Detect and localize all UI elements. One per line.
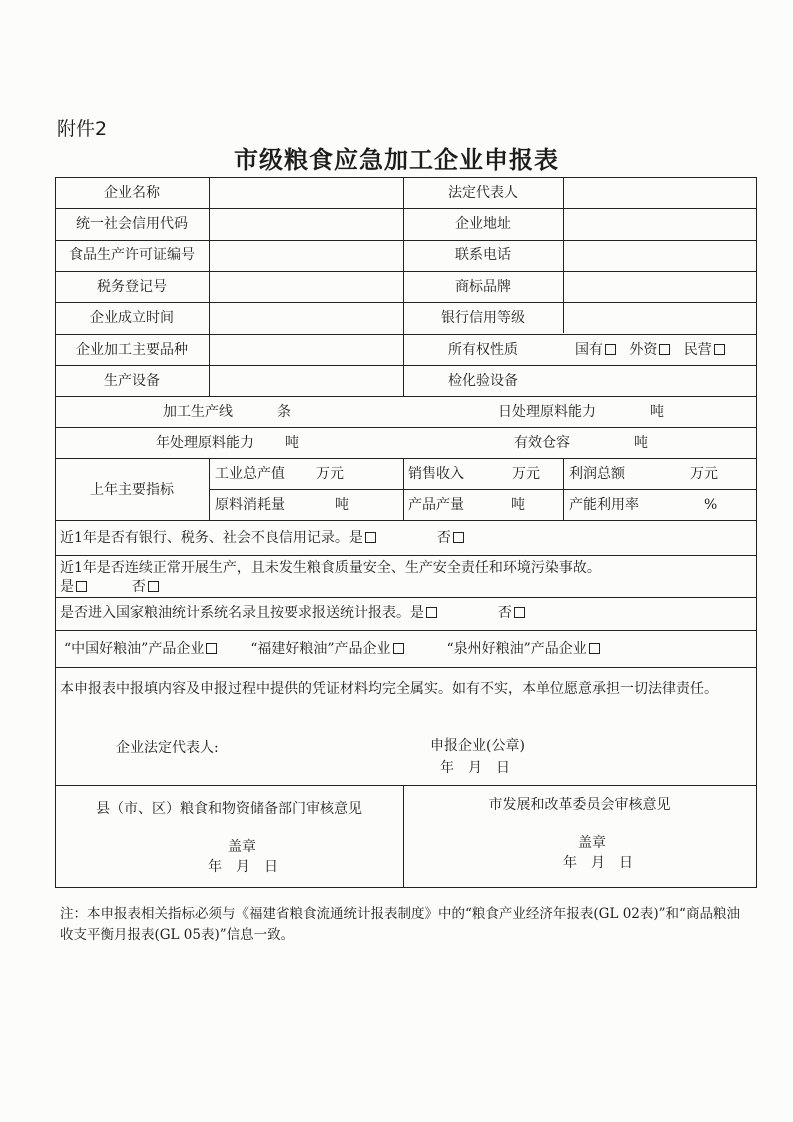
question-production-yes: 是 bbox=[60, 579, 74, 595]
question-production-options bbox=[60, 578, 159, 596]
question-statistics-no: 否 bbox=[497, 605, 512, 621]
legal-rep-label: 法定代表人 bbox=[448, 185, 518, 201]
checkbox-icon bbox=[206, 643, 217, 654]
county-seal-label: 盖章 bbox=[228, 839, 256, 855]
checkbox-icon[interactable] bbox=[426, 607, 437, 618]
ownership-label: 所有权性质 bbox=[448, 342, 518, 358]
quanzhou-good-grain-text: “泉州好粮油”产品企业 bbox=[446, 641, 587, 657]
food-license-label: 食品生产许可证编号 bbox=[69, 247, 195, 263]
sales-label: 销售收入 bbox=[408, 466, 464, 482]
quanzhou-good-grain-option[interactable] bbox=[446, 641, 599, 657]
city-review-label: 市发展和改革委员会审核意见 bbox=[488, 797, 671, 813]
material-unit: 吨 bbox=[335, 497, 349, 513]
ownership-foreign-option[interactable] bbox=[629, 342, 670, 358]
indicators-label: 上年主要指标 bbox=[90, 482, 174, 498]
checkbox-icon[interactable] bbox=[148, 581, 159, 592]
checkbox-icon bbox=[659, 344, 670, 355]
ownership-options bbox=[575, 341, 725, 359]
storage-label: 有效仓容 bbox=[514, 435, 570, 451]
product-label: 产品产量 bbox=[408, 497, 464, 513]
question-credit-text: 近1年是否有银行、税务、社会不良信用记录。是 bbox=[60, 530, 363, 546]
page-title: 市级粮食应急加工企业申报表 bbox=[234, 145, 559, 174]
ownership-private-option[interactable] bbox=[684, 342, 725, 358]
attachment-label: 附件2 bbox=[57, 118, 108, 140]
utilization-unit: % bbox=[704, 497, 718, 513]
bank-credit-label: 银行信用等级 bbox=[441, 310, 525, 326]
declaration-date: 年 月 日 bbox=[440, 760, 510, 776]
product-unit: 吨 bbox=[511, 497, 525, 513]
city-seal-label: 盖章 bbox=[578, 835, 606, 851]
output-value-unit: 万元 bbox=[316, 466, 344, 482]
checkbox-icon bbox=[393, 643, 404, 654]
county-review-label: 县（市、区）粮食和物资储备部门审核意见 bbox=[96, 801, 362, 817]
fujian-good-grain-text: “福建好粮油”产品企业 bbox=[250, 641, 391, 657]
lines-unit: 条 bbox=[277, 404, 291, 420]
ownership-state-option[interactable] bbox=[575, 342, 616, 358]
output-value-label: 工业总产值 bbox=[215, 466, 285, 482]
declaration-text: 本申报表中报填内容及申报过程中提供的凭证材料均完全属实。如有不实，本单位愿意承担一切法律责任。 bbox=[60, 681, 718, 697]
storage-unit: 吨 bbox=[634, 435, 648, 451]
china-good-grain-text: “中国好粮油”产品企业 bbox=[64, 641, 205, 657]
utilization-label: 产能利用率 bbox=[569, 497, 639, 513]
lines-label: 加工生产线 bbox=[163, 404, 233, 420]
city-review-date: 年 月 日 bbox=[563, 855, 633, 871]
yearly-capacity-unit: 吨 bbox=[285, 435, 299, 451]
question-credit-record bbox=[60, 529, 464, 547]
china-good-grain-option[interactable] bbox=[64, 641, 217, 657]
daily-capacity-unit: 吨 bbox=[650, 404, 664, 420]
credit-code-label: 统一社会信用代码 bbox=[76, 216, 188, 232]
profit-label: 利润总额 bbox=[569, 466, 625, 482]
founded-label: 企业成立时间 bbox=[90, 310, 174, 326]
checkbox-icon bbox=[605, 344, 616, 355]
question-credit-no: 否 bbox=[436, 530, 451, 546]
main-products-label: 企业加工主要品种 bbox=[76, 342, 188, 358]
question-statistics bbox=[60, 604, 525, 622]
equipment-label: 生产设备 bbox=[104, 373, 160, 389]
fujian-good-grain-option[interactable] bbox=[250, 641, 403, 657]
company-name-label: 企业名称 bbox=[104, 185, 160, 201]
tax-reg-label: 税务登记号 bbox=[97, 279, 167, 295]
sales-unit: 万元 bbox=[512, 466, 540, 482]
ownership-private-text: 民营 bbox=[683, 342, 712, 358]
yearly-capacity-label: 年处理原料能力 bbox=[156, 435, 254, 451]
material-label: 原料消耗量 bbox=[215, 497, 285, 513]
daily-capacity-label: 日处理原料能力 bbox=[498, 404, 596, 420]
county-review-date: 年 月 日 bbox=[208, 859, 278, 875]
checkbox-icon[interactable] bbox=[453, 532, 464, 543]
checkbox-icon[interactable] bbox=[365, 532, 376, 543]
checkbox-icon bbox=[714, 344, 725, 355]
checkbox-icon[interactable] bbox=[514, 607, 525, 618]
checkbox-icon[interactable] bbox=[76, 581, 87, 592]
question-statistics-text: 是否进入国家粮油统计系统名录且按要求报送统计报表。是 bbox=[60, 605, 424, 621]
profit-unit: 万元 bbox=[690, 466, 718, 482]
ownership-foreign-text: 外资 bbox=[629, 342, 658, 358]
ownership-state-text: 国有 bbox=[575, 342, 603, 358]
checkbox-icon bbox=[589, 643, 600, 654]
legal-rep-signature-label: 企业法定代表人: bbox=[116, 740, 219, 756]
inspection-label: 检化验设备 bbox=[448, 373, 518, 389]
good-grain-options bbox=[64, 640, 600, 658]
brand-label: 商标品牌 bbox=[455, 279, 511, 295]
footnote: 注：本申报表相关指标必须与《福建省粮食流通统计报表制度》中的“粮食产业经济年报表(GL 02表)”和“商品粮油收支平衡月报表(GL 05表)”信息一致。 bbox=[60, 906, 740, 943]
question-production-text: 近1年是否连续正常开展生产，且未发生粮食质量安全、生产安全责任和环境污染事故。 bbox=[60, 560, 601, 576]
phone-label: 联系电话 bbox=[455, 247, 511, 263]
address-label: 企业地址 bbox=[455, 216, 511, 232]
company-seal-label: 申报企业(公章) bbox=[430, 738, 525, 754]
question-production-no: 否 bbox=[131, 579, 146, 595]
